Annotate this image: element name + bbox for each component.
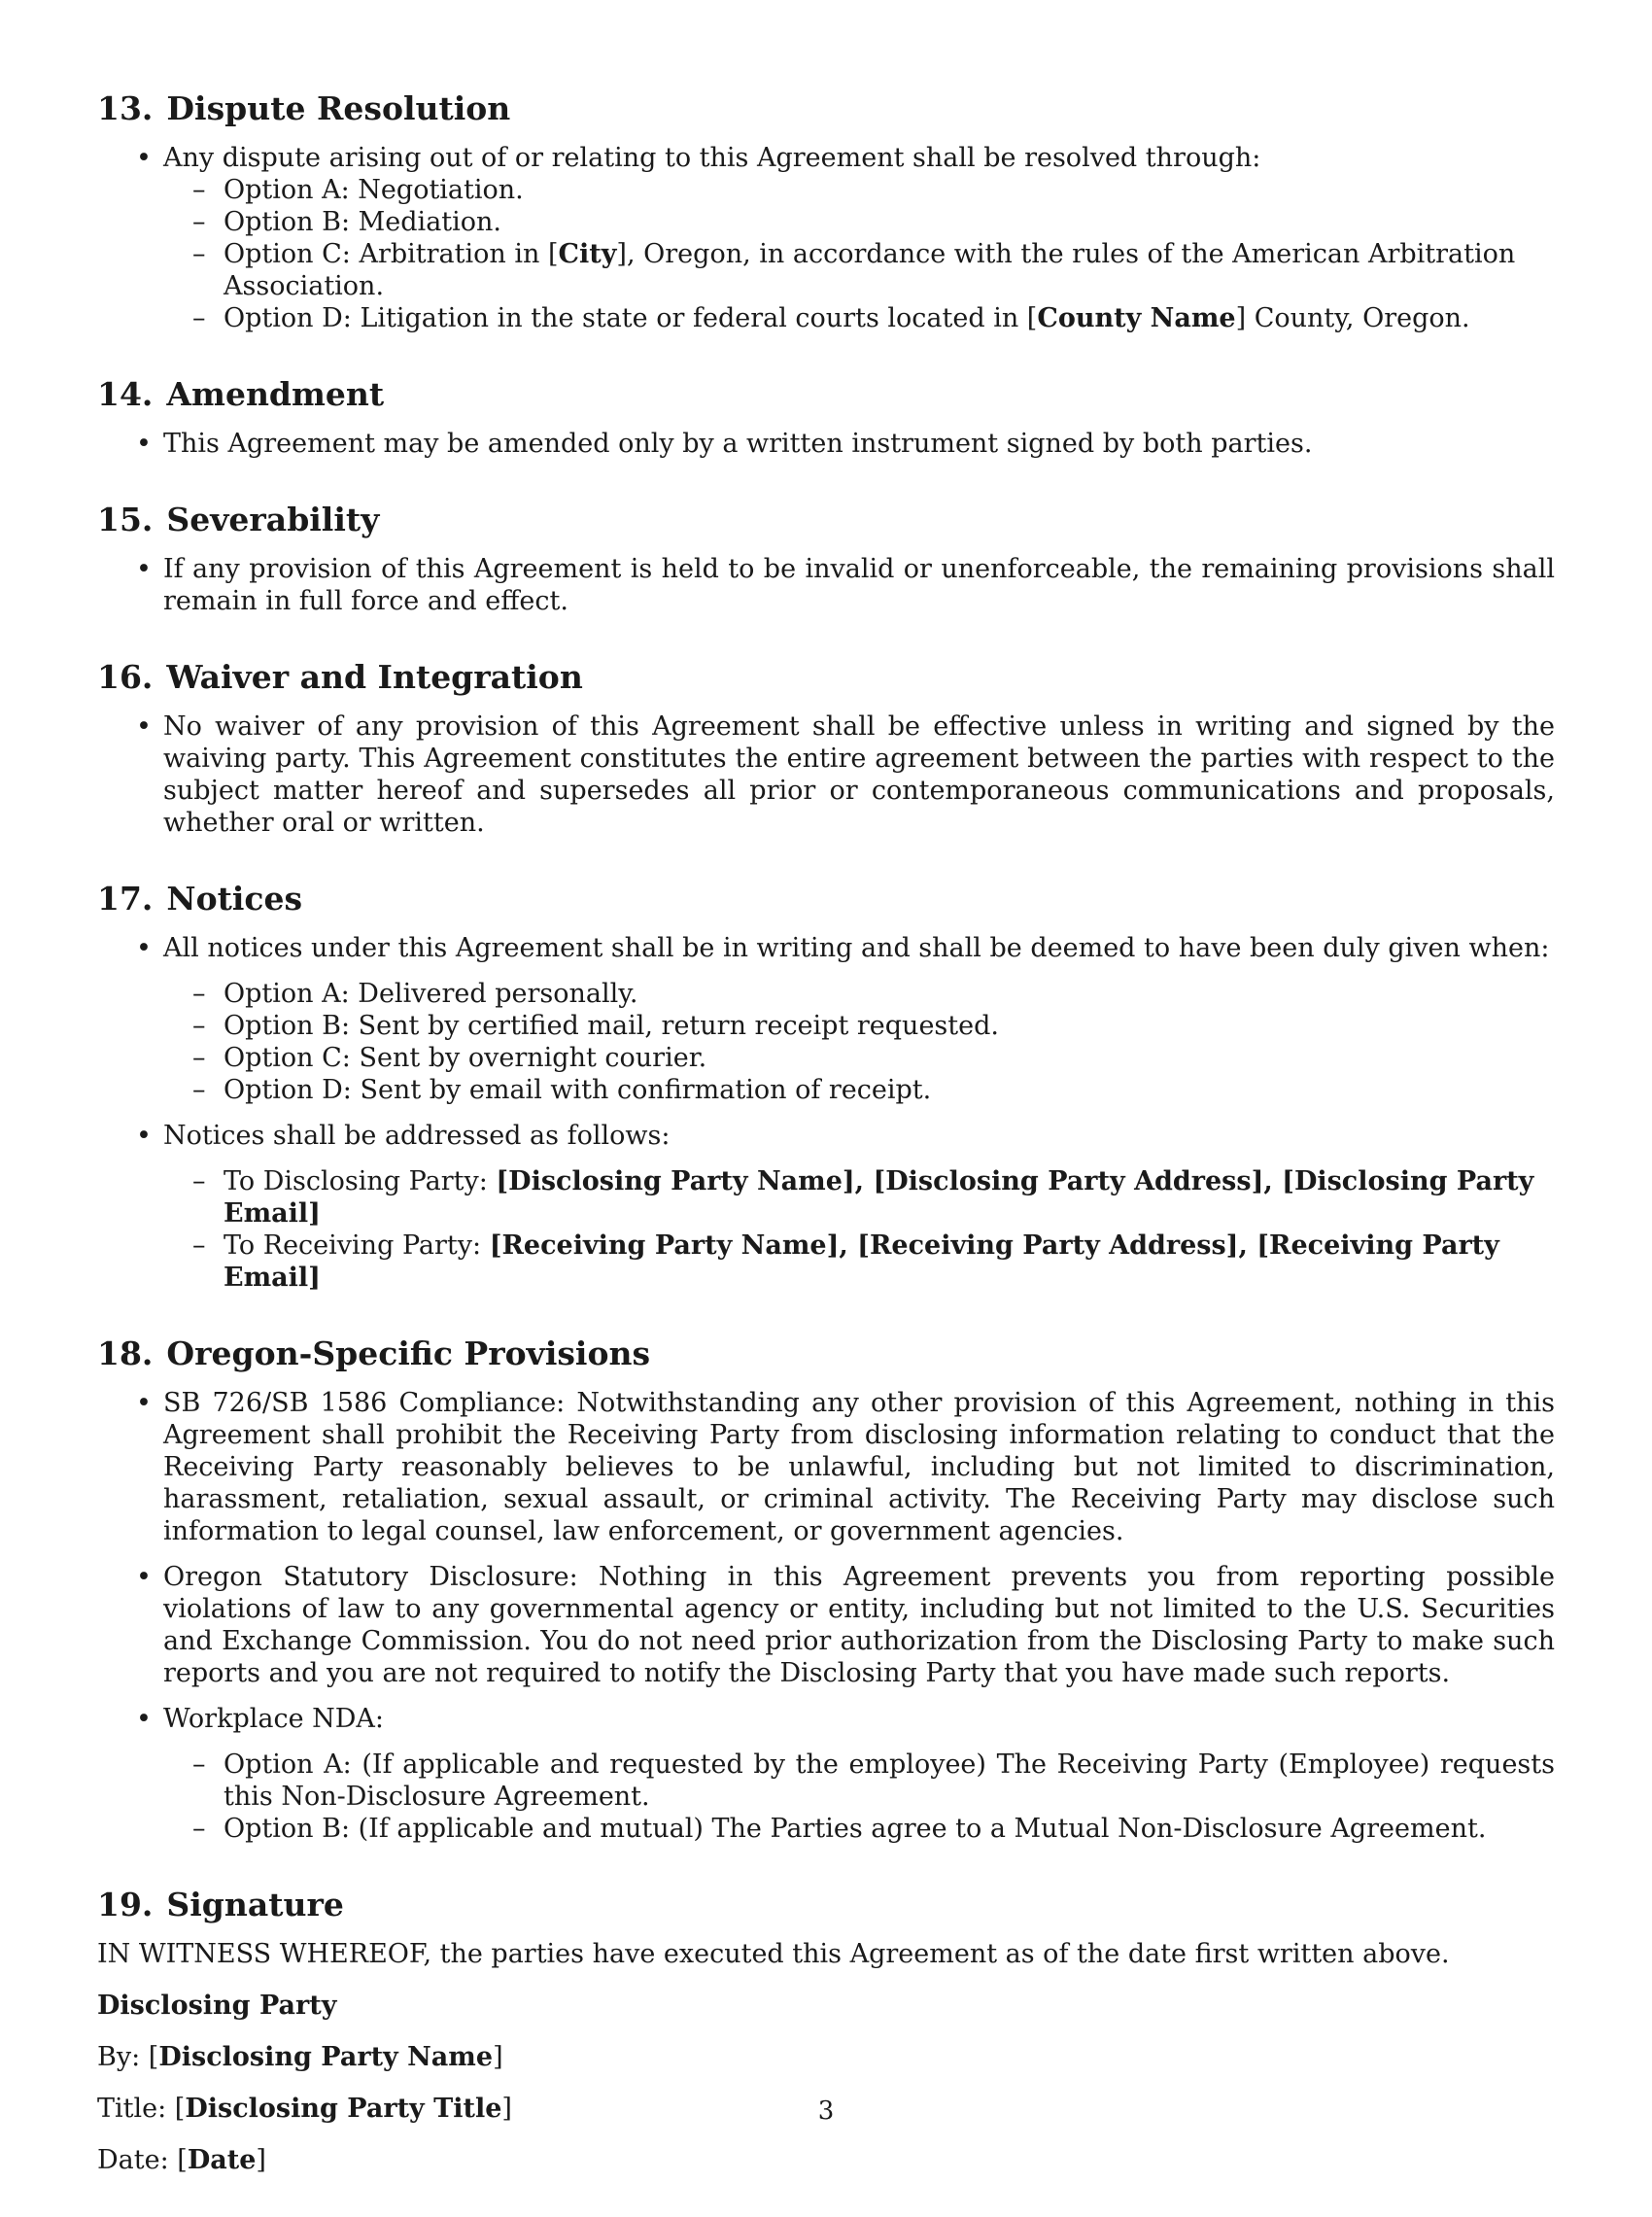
section-heading: 14. Amendment xyxy=(97,375,385,413)
option-list xyxy=(163,174,1555,334)
section-heading: 18. Oregon-Specific Provisions xyxy=(97,1334,651,1372)
bullet-list xyxy=(97,428,1555,460)
section-severability xyxy=(97,501,1555,617)
option-b: – Option B: Mediation. xyxy=(163,206,1555,238)
list-item: • Any dispute arising out of or relating to this Agreement shall be resolved through: – Option A: Negotiation. – Option B: Mediation. – Option C: Arbitration in [City], Oregon, in accordance with the rules of the American Arbitration Association. – Option D: Litigation in the state or federal courts located in [County Name] County, Oregon. xyxy=(97,142,1555,334)
option-list xyxy=(163,978,1555,1106)
list-item: • If any provision of this Agreement is held to be invalid or unenforceable, the remaining provisions shall remain in full force and effect. xyxy=(97,553,1555,617)
option-a: – Option A: (If applicable and requested by the employee) The Receiving Party (Employee) requests this Non-Disclosure Agreement. xyxy=(163,1749,1555,1813)
list-item: • Workplace NDA: – Option A: (If applicable and requested by the employee) The Receiving Party (Employee) requests this Non-Disclosure Agreement. – Option B: (If applicable and mutual) The Parties agree to a Mutual Non-Disclosure Agreement. xyxy=(97,1703,1555,1845)
address-disclosing: – To Disclosing Party: [Disclosing Party Name], [Disclosing Party Address], [Disclosing Party Email] xyxy=(163,1165,1555,1230)
address-list xyxy=(163,1165,1555,1294)
list-item: • All notices under this Agreement shall be in writing and shall be deemed to have been duly given when: – Option A: Delivered personally. – Option B: Sent by certified mail, return receipt requested. – Option C: Sent by overnight courier. – Option D: Sent by email with confirmation of receipt. xyxy=(97,932,1555,1106)
section-heading: 16. Waiver and Integration xyxy=(97,658,583,696)
section-notices xyxy=(97,880,1555,1294)
section-waiver-integration xyxy=(97,658,1555,839)
bullet-list xyxy=(97,1387,1555,1845)
list-item: • No waiver of any provision of this Agreement shall be effective unless in writing and signed by the waiving party. This Agreement constitutes the entire agreement between the parties with respect to the subject matter hereof and supersedes all prior or contemporaneous communications and proposals, whether oral or written. xyxy=(97,710,1555,839)
section-dispute-resolution xyxy=(97,89,1555,334)
document-body xyxy=(97,89,1555,2217)
list-item: • This Agreement may be amended only by a written instrument signed by both parties. xyxy=(97,428,1555,460)
section-signature xyxy=(97,1886,1555,2176)
section-heading: 13. Dispute Resolution xyxy=(97,89,511,127)
list-item: • Notices shall be addressed as follows: – To Disclosing Party: [Disclosing Party Name], [Disclosing Party Address], [Disclosing Party Email] – To Receiving Party: [Receiving Party Name], [Receiving Party Address], [Receiving Party Email] xyxy=(97,1120,1555,1294)
placeholder-city: City xyxy=(558,239,617,269)
option-d: – Option D: Sent by email with confirmation of receipt. xyxy=(163,1074,1555,1106)
option-d: – Option D: Litigation in the state or federal courts located in [County Name] County, Oregon. xyxy=(163,302,1555,334)
option-a: – Option A: Negotiation. xyxy=(163,174,1555,206)
page-number: 3 xyxy=(817,2096,835,2126)
signature-date-line: Date: [Date] xyxy=(97,2145,266,2175)
section-heading: 15. Severability xyxy=(97,501,380,538)
party-heading: Disclosing Party xyxy=(97,1991,337,2021)
signature-title-line: Title: [Disclosing Party Title] xyxy=(97,2094,512,2124)
section-amendment xyxy=(97,375,1555,460)
option-b: – Option B: Sent by certified mail, return receipt requested. xyxy=(163,1010,1555,1042)
bullet-list xyxy=(97,932,1555,1294)
list-item: • Oregon Statutory Disclosure: Nothing in this Agreement prevents you from reporting possible violations of law to any governmental agency or entity, including but not limited to the U.S. Securities and Exchange Commission. You do not need prior authorization from the Disclosing Party to make such reports and you are not required to notify the Disclosing Party that you have made such reports. xyxy=(97,1561,1555,1689)
bullet-list xyxy=(97,142,1555,334)
bullet-list xyxy=(97,553,1555,617)
signature-by-line: By: [Disclosing Party Name] xyxy=(97,2042,503,2072)
option-c: – Option C: Arbitration in [City], Oregon, in accordance with the rules of the American Arbitration Association. xyxy=(163,238,1555,302)
section-oregon-provisions xyxy=(97,1334,1555,1845)
witness-statement: IN WITNESS WHEREOF, the parties have executed this Agreement as of the date first written above. xyxy=(97,1939,1450,1969)
list-item: • SB 726/SB 1586 Compliance: Notwithstanding any other provision of this Agreement, nothing in this Agreement shall prohibit the Receiving Party from disclosing information relating to conduct that the Receiving Party reasonably believes to be unlawful, including but not limited to discrimination, harassment, retaliation, sexual assault, or criminal activity. The Receiving Party may disclose such information to legal counsel, law enforcement, or government agencies. xyxy=(97,1387,1555,1547)
option-c: – Option C: Sent by overnight courier. xyxy=(163,1042,1555,1074)
option-a: – Option A: Delivered personally. xyxy=(163,978,1555,1010)
section-heading: 19. Signature xyxy=(97,1886,344,1923)
bullet-list xyxy=(97,710,1555,839)
option-list xyxy=(163,1749,1555,1845)
placeholder-county: County Name xyxy=(1037,303,1236,333)
address-receiving: – To Receiving Party: [Receiving Party Name], [Receiving Party Address], [Receiving Party Email] xyxy=(163,1230,1555,1294)
section-heading: 17. Notices xyxy=(97,880,303,918)
option-b: – Option B: (If applicable and mutual) The Parties agree to a Mutual Non-Disclosure Agreement. xyxy=(163,1813,1555,1845)
